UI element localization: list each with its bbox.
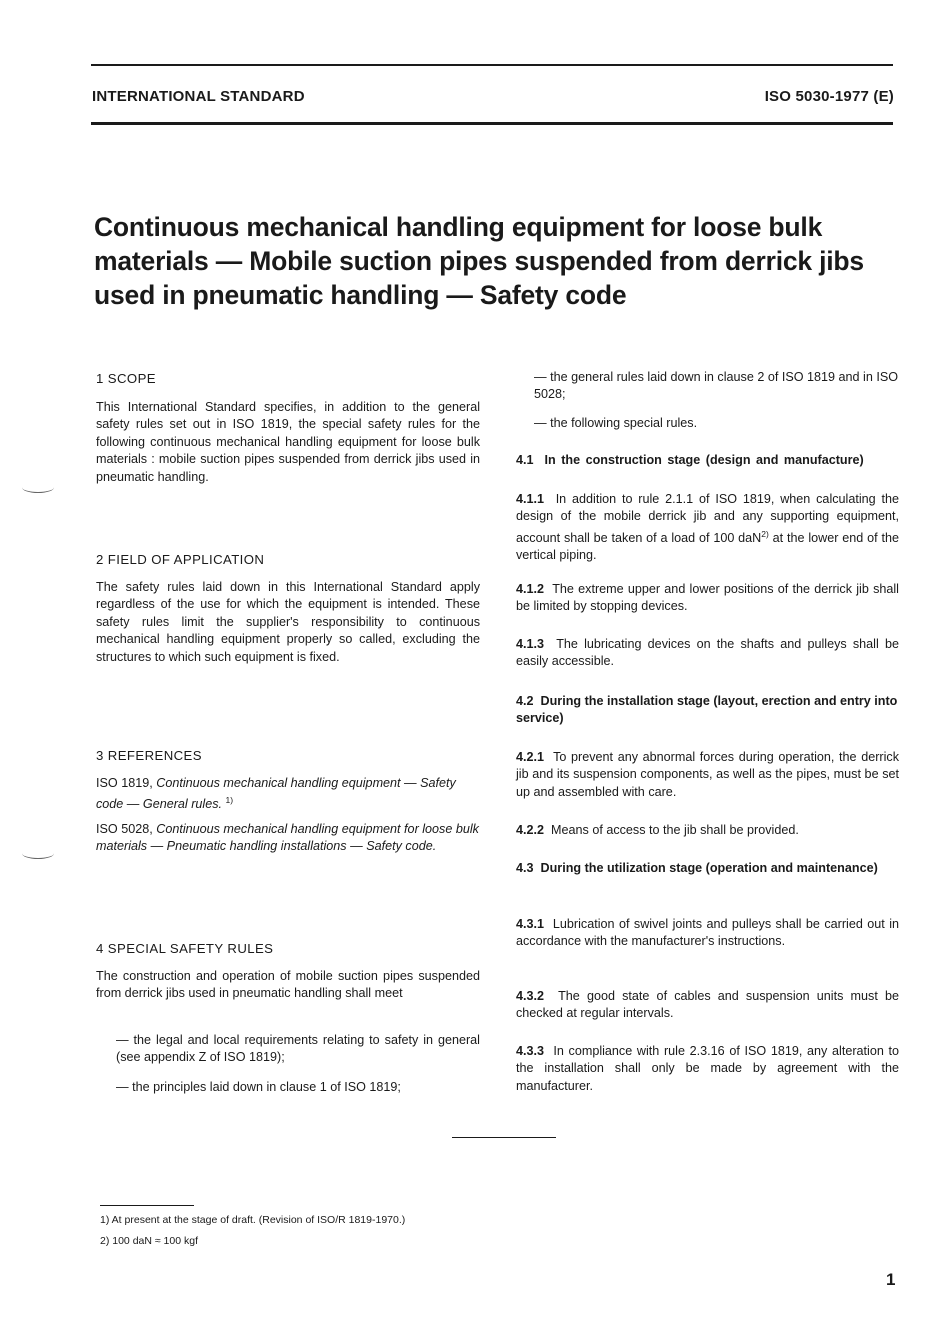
list-item: — the following special rules. <box>534 416 698 430</box>
section-heading-special: 4 SPECIAL SAFETY RULES <box>96 941 274 956</box>
clause-text: In addition to rule 2.1.1 of ISO 1819, when calculating the design of the mobile derrick jib and any supporting equipment, account shall be taken of a load of 100 daN <box>516 492 899 545</box>
subsection-heading-4-3 <box>516 860 899 877</box>
clause-4-2-2 <box>516 822 899 839</box>
top-rule <box>91 64 893 66</box>
footnote-ref: 2) <box>761 528 769 539</box>
clause-4-1-2 <box>516 581 899 616</box>
header-right: ISO 5030-1977 (E) <box>764 88 894 105</box>
clause-number: 4.2 <box>516 694 534 708</box>
clause-heading: During the utilization stage (operation and maintenance) <box>540 861 878 875</box>
document-title: Continuous mechanical handling equipment for loose bulk materials — Mobile suction pipes suspended from derrick jibs used in pneumatic handling — Safety code <box>94 212 864 310</box>
clause-4-3-2 <box>516 988 899 1023</box>
section-heading-field: 2 FIELD OF APPLICATION <box>96 552 265 567</box>
margin-mark <box>22 848 54 859</box>
reference-iso-5028 <box>96 821 480 856</box>
clause-number: 4.1.3 <box>516 637 545 651</box>
clause-4-3-1 <box>516 916 899 951</box>
clause-heading: In the construction stage (design and manufacture) <box>544 453 864 467</box>
end-of-text-rule <box>452 1137 556 1138</box>
section-heading-scope: 1 SCOPE <box>96 371 156 386</box>
clause-text: To prevent any abnormal forces during operation, the derrick jib and its suspension components, as well as the pipes, must be set up and assembled with care. <box>516 750 899 799</box>
margin-mark <box>22 482 54 493</box>
header-rule <box>91 122 893 125</box>
clause-number: 4.1.2 <box>516 582 545 596</box>
clause-4-1-3 <box>516 636 899 671</box>
clause-number: 4.1 <box>516 453 534 467</box>
clause-number: 4.1.1 <box>516 492 545 506</box>
list-item: — the principles laid down in clause 1 of ISO 1819; <box>116 1080 401 1094</box>
footnote-rule <box>100 1205 194 1206</box>
clause-number: 4.3.2 <box>516 989 545 1003</box>
clause-heading: During the installation stage (layout, erection and entry into service) <box>516 694 898 726</box>
scope-text: This International Standard specifies, in addition to the general safety rules set out in ISO 1819, the special safety rules for the following continuous mechanical handling equipment for loose bulk materials : mobile suction pipes suspended from derrick jibs used in pneumatic handling. <box>96 400 480 484</box>
list-item: — the general rules laid down in clause 2 of ISO 1819 and in ISO 5028; <box>534 370 899 402</box>
reference-title: Continuous mechanical handling equipment — Safety code — General rules. <box>96 776 456 812</box>
clause-text: The lubricating devices on the shafts and pulleys shall be easily accessible. <box>516 637 899 669</box>
clause-text: Lubrication of swivel joints and pulleys shall be carried out in accordance with the manufacturer's instructions. <box>516 917 900 949</box>
clause-4-1-1 <box>516 491 899 565</box>
footnote-ref: 1) <box>225 795 234 806</box>
reference-title: Continuous mechanical handling equipment for loose bulk materials — Pneumatic handling installations — Safety code. <box>96 822 479 854</box>
clause-text: Means of access to the jib shall be provided. <box>551 823 799 837</box>
reference-lead: ISO 5028, <box>96 822 153 836</box>
footnote-1: 1) At present at the stage of draft. (Revision of ISO/R 1819-1970.) <box>100 1214 406 1226</box>
special-text: The construction and operation of mobile suction pipes suspended from derrick jibs used in pneumatic handling shall meet <box>96 969 480 1001</box>
list-item: — the legal and local requirements relating to safety in general (see appendix Z of ISO 1819); <box>116 1033 480 1065</box>
clause-number: 4.3.1 <box>516 917 545 931</box>
clause-text: The good state of cables and suspension units must be checked at regular intervals. <box>516 989 899 1021</box>
header-left: INTERNATIONAL STANDARD <box>92 88 305 105</box>
field-text: The safety rules laid down in this International Standard apply regardless of the use for which the equipment is intended. These safety rules limit the supplier's responsibility to continuous mechanical handling equipment properly so called, excluding the structures to which such equipment is fixed. <box>96 580 480 664</box>
footnote-2: 2) 100 daN ≈ 100 kgf <box>100 1235 198 1247</box>
footnotes <box>100 1210 405 1252</box>
clause-4-3-3 <box>516 1043 899 1095</box>
reference-iso-1819 <box>96 775 480 814</box>
clause-number: 4.2.2 <box>516 823 545 837</box>
page-number: 1 <box>886 1270 896 1289</box>
clause-number: 4.3 <box>516 861 534 875</box>
clause-text: at the lower end of the vertical piping. <box>516 531 899 563</box>
subsection-heading-4-1 <box>516 452 899 469</box>
clause-4-2-1 <box>516 749 899 801</box>
subsection-heading-4-2 <box>516 693 899 728</box>
clause-number: 4.3.3 <box>516 1044 545 1058</box>
clause-text: The extreme upper and lower positions of the derrick jib shall be limited by stopping devices. <box>516 582 899 614</box>
section-heading-references: 3 REFERENCES <box>96 748 202 763</box>
clause-number: 4.2.1 <box>516 750 545 764</box>
reference-lead: ISO 1819, <box>96 776 153 790</box>
clause-text: In compliance with rule 2.3.16 of ISO 1819, any alteration to the installation shall only be made by agreement with the manufacturer. <box>516 1044 899 1093</box>
